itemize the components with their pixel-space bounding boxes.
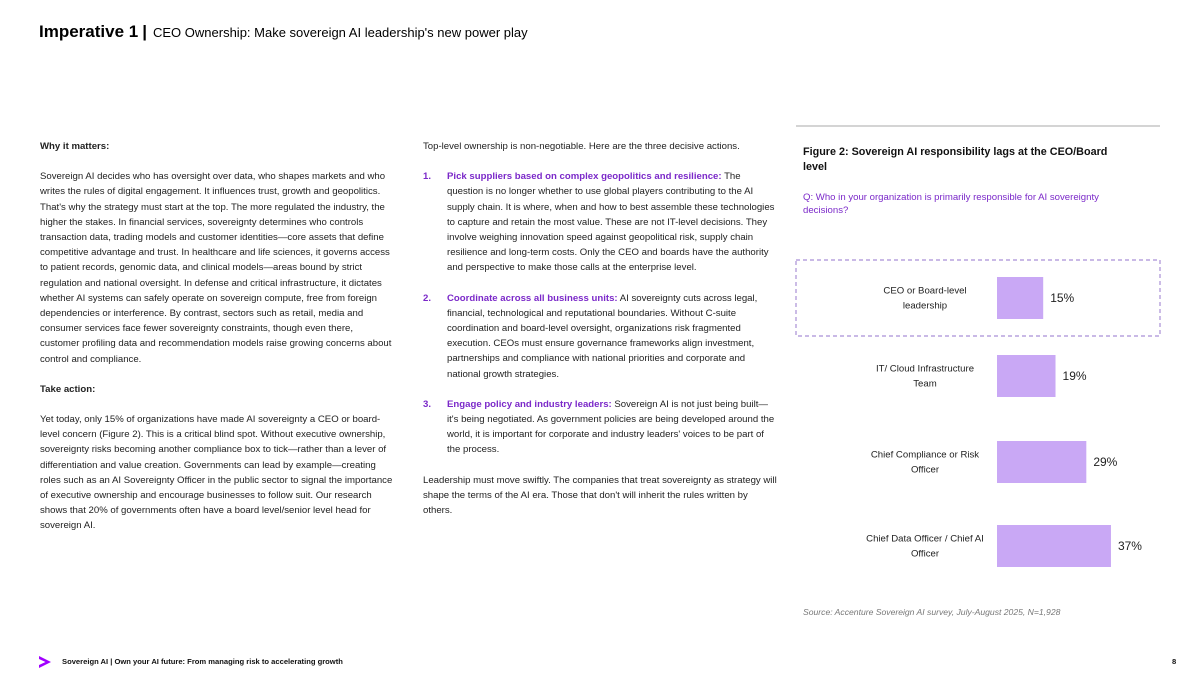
category-label: Officer <box>910 548 940 560</box>
bar-value-label: 37% <box>1117 539 1142 553</box>
accenture-logo-icon <box>38 655 52 669</box>
category-label: Officer <box>910 464 940 476</box>
category-label: IT/ Cloud Infrastructure <box>875 363 975 375</box>
closing-text: Leadership must move swiftly. The companies that treat sovereignty as strategy will shape the terms of the AI era. Those that don't will inherit the rules written by others. <box>423 474 777 517</box>
intro-text: Top-level ownership is non-negotiable. Here are the three decisive actions. <box>423 141 740 152</box>
action-lead: Engage policy and industry leaders: <box>447 398 612 410</box>
figure-title: Figure 2: Sovereign AI responsibility lags at the CEO/Board level <box>803 146 1108 173</box>
category-label: CEO or Board-level <box>883 285 967 297</box>
action-lead: Coordinate across all business units: <box>447 292 618 304</box>
action-number: 1. <box>423 171 432 183</box>
bar-value-label: 15% <box>1050 291 1075 305</box>
title-separator: | <box>142 22 147 41</box>
page-number: 8 <box>1172 657 1177 666</box>
footer-text: Sovereign AI | Own your AI future: From managing risk to accelerating growth <box>62 657 343 666</box>
action-item <box>423 397 778 458</box>
action-number: 3. <box>423 398 432 410</box>
bar-value-label: 29% <box>1093 455 1118 469</box>
action-text: AI sovereignty cuts across legal, financial, technological and reputational boundaries. Without C-suite coordination and board-level oversight, organizations risk fragmented execution. CEOs must ensure governance frameworks align investment, partnerships and compliance with national priorities and corporate and national growth strategies. <box>447 292 758 380</box>
category-label: Chief Compliance or Risk <box>870 449 980 461</box>
action-number: 2. <box>423 292 432 304</box>
action-heading: Take action: <box>40 383 96 395</box>
figure-source: Source: Accenture Sovereign AI survey, July-August 2025, N=1,928 <box>803 607 1061 617</box>
left-column <box>40 139 395 549</box>
action-text: Yet today, only 15% of organizations have made AI sovereignty a CEO or board-level concern (Figure 2). This is a critical blind spot. Without executive ownership, sovereignty risks becoming another compliance box to tick—rather than a lever of differentiation and value creation. Governments can lead by example—creating roles such as an AI Sovereignty Officer in the public sector to signal the importance of executive ownership and encourage businesses to follow suit. Our research shows that 20% of governments often have a board level/senior level head for sovereign AI. <box>40 414 393 532</box>
action-item <box>423 169 778 275</box>
bar <box>997 277 1043 319</box>
why-heading: Why it matters: <box>40 141 110 152</box>
action-text: Sovereign AI is not just being built—it's being negotiated. As government policies are being developed around the world, it is important for corporate and industry leaders' voices to be part of the process. <box>447 398 775 456</box>
action-item <box>423 291 778 382</box>
figure-question: Q: Who in your organization is primarily responsible for AI sovereignty decisions? <box>803 192 1099 216</box>
page-subtitle: CEO Ownership: Make sovereign AI leadership's new power play <box>153 25 528 40</box>
imperative-label: Imperative 1 <box>39 22 139 41</box>
action-lead: Pick suppliers based on complex geopolitics and resilience: <box>447 171 722 183</box>
bar <box>997 525 1111 567</box>
middle-column <box>423 139 778 533</box>
page-title <box>39 22 528 42</box>
bar-value-label: 19% <box>1062 369 1087 383</box>
why-text: Sovereign AI decides who has oversight over data, who shapes markets and who writes the rules of digital engagement. It influences trust, growth and geopolitics. That's why the strategy must start at the top. The more regulated the industry, the higher the stakes. In financial services, sovereignty determines who controls transaction data, trading models and customer identities—core assets that define competitive advantage and trust. In healthcare and life sciences, it governs access to patient records, genomic data, and clinical models—areas bound by strict regulation and national oversight. In defense and critical infrastructure, it dictates whether AI systems can safely operate on sovereign compute, free from foreign dependencies or interference. By contrast, sectors such as retail, media and consumer services face fewer sovereignty constraints, though even there, customer profiling data and recommendation models raise growing concerns about control and compliance. <box>40 171 392 365</box>
bar <box>997 441 1086 483</box>
category-label: Chief Data Officer / Chief AI <box>866 533 984 545</box>
bar <box>997 355 1056 397</box>
action-text: The question is no longer whether to use global players contributing to the AI supply chain. It is where, when and how to best assemble these technologies to capture and retain the most value. These are not IT-level decisions. They involve weighing innovation speed against geopolitical risk, supply chain resilience and long-term costs. Only the CEO and boards have the authority and perspective to make those calls at the enterprise level. <box>447 171 775 274</box>
category-label: leadership <box>902 300 948 312</box>
category-label: Team <box>913 378 937 390</box>
figure-divider <box>796 125 1160 127</box>
highlight-frame <box>796 260 1160 336</box>
